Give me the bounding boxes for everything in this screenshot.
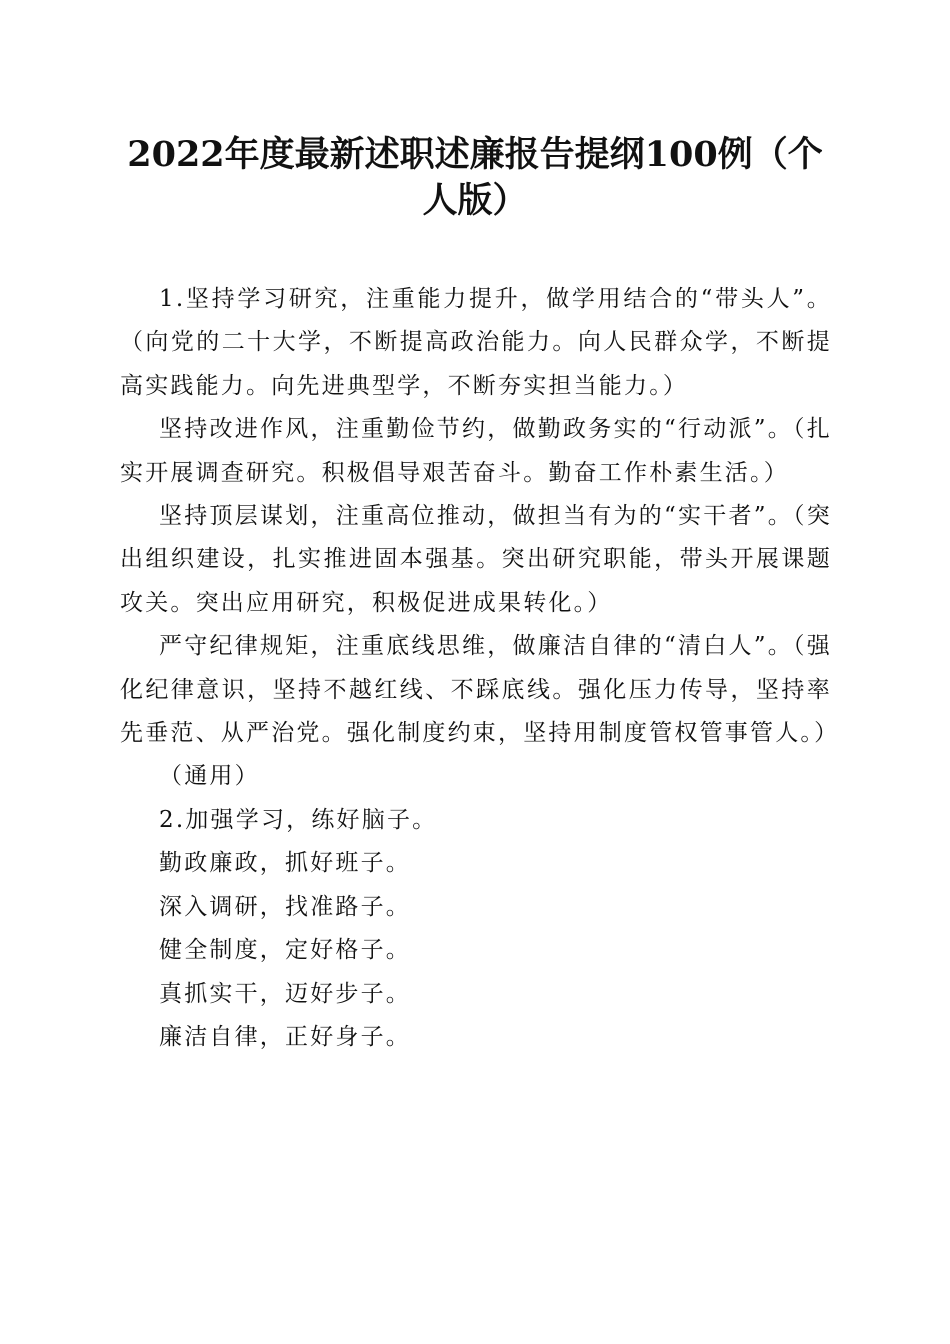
document-body [120, 278, 840, 1059]
document-title: 2022年度最新述职述廉报告提纲100例（个人版） [127, 134, 823, 221]
item2-line-3: 深入调研，找准路子。 [159, 893, 411, 920]
item2-line-5: 真抓实干，迈好步子。 [159, 980, 411, 1007]
paragraph-3: 坚持顶层谋划，注重高位推动，做担当有为的“实干者”。（突出组织建设，扎实推进固本强基。突出研究职能，带头开展课题攻关。突出应用研究，积极促进成果转化。） [120, 503, 832, 616]
item2-line-1: 2.加强学习，练好脑子。 [159, 806, 438, 833]
paragraph-4: 严守纪律规矩，注重底线思维，做廉洁自律的“清白人”。（强化纪律意识，坚持不越红线、不踩底线。强化压力传导，坚持率先垂范、从严治党。强化制度约束，坚持用制度管权管事管人。） [120, 633, 840, 747]
item2-line-4: 健全制度，定好格子。 [159, 937, 411, 964]
note-general: （通用） [159, 763, 260, 790]
paragraph-1: 1.坚持学习研究，注重能力提升，做学用结合的“带头人”。（向党的二十大学，不断提高政治能力。向人民群众学，不断提高实践能力。向先进典型学，不断夯实担当能力。） [120, 286, 832, 399]
item2-line-6: 廉洁自律，正好身子。 [159, 1023, 411, 1050]
item2-line-2: 勤政廉政，抓好班子。 [159, 850, 411, 877]
paragraph-2: 坚持改进作风，注重勤俭节约，做勤政务实的“行动派”。（扎实开展调查研究。积极倡导艰苦奋斗。勤奋工作朴素生活。） [120, 416, 832, 486]
